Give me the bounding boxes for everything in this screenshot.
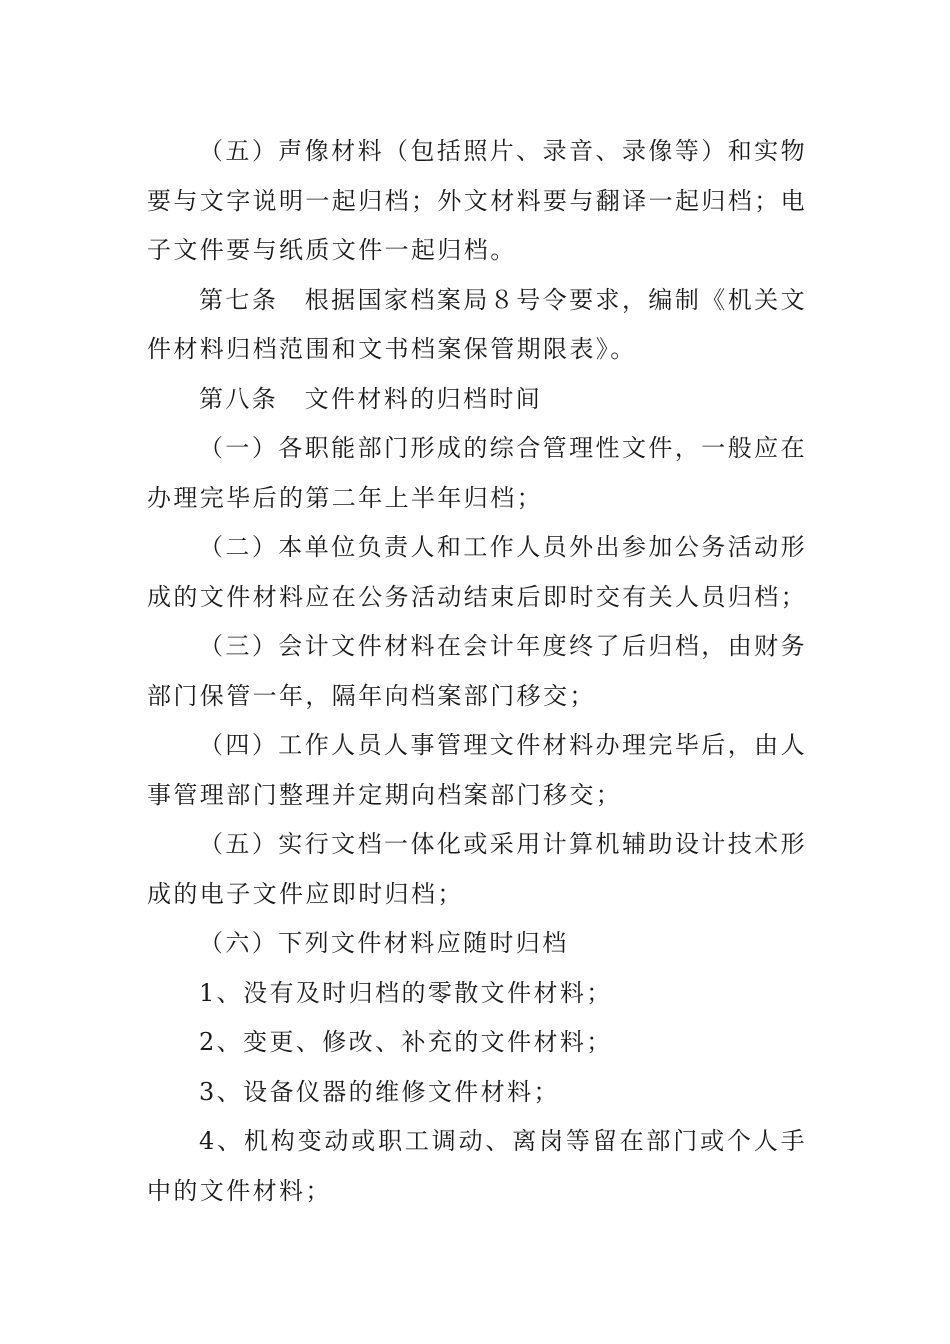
list-item-1: 1、没有及时归档的零散文件材料； (199, 978, 613, 1007)
paragraph-item-five: （五）实行文档一体化或采用计算机辅助设计技术形成的电子文件应即时归档； (147, 830, 807, 908)
list-item-2: 2、变更、修改、补充的文件材料； (199, 1028, 613, 1056)
paragraph-audiovisual-materials: （五）声像材料（包括照片、录音、录像等）和实物要与文字说明一起归档；外文材料要与翻译一起归档；电子文件要与纸质文件一起归档。 (147, 137, 807, 264)
paragraph-item-two: （二）本单位负责人和工作人员外出参加公务活动形成的文件材料应在公务活动结束后即时交有关人员归档； (147, 533, 807, 611)
paragraph-item-three: （三）会计文件材料在会计年度终了后归档，由财务部门保管一年，隔年向档案部门移交； (147, 632, 807, 710)
document-body (147, 127, 807, 1216)
list-item-4: 4、机构变动或职工调动、离岗等留在部门或个人手中的文件材料； (147, 1127, 807, 1205)
paragraph-article-eight-heading: 第八条 文件材料的归档时间 (199, 384, 543, 413)
paragraph-item-six: （六）下列文件材料应随时归档 (199, 929, 569, 957)
list-item-3: 3、设备仪器的维修文件材料； (199, 1077, 560, 1106)
paragraph-item-one: （一）各职能部门形成的综合管理性文件，一般应在办理完毕后的第二年上半年归档； (147, 434, 807, 512)
paragraph-item-four: （四）工作人员人事管理文件材料办理完毕后，由人事管理部门整理并定期向档案部门移交； (147, 731, 807, 809)
paragraph-article-seven: 第七条 根据国家档案局８号令要求，编制《机关文件材料归档范围和文书档案保管期限表》。 (147, 285, 807, 363)
